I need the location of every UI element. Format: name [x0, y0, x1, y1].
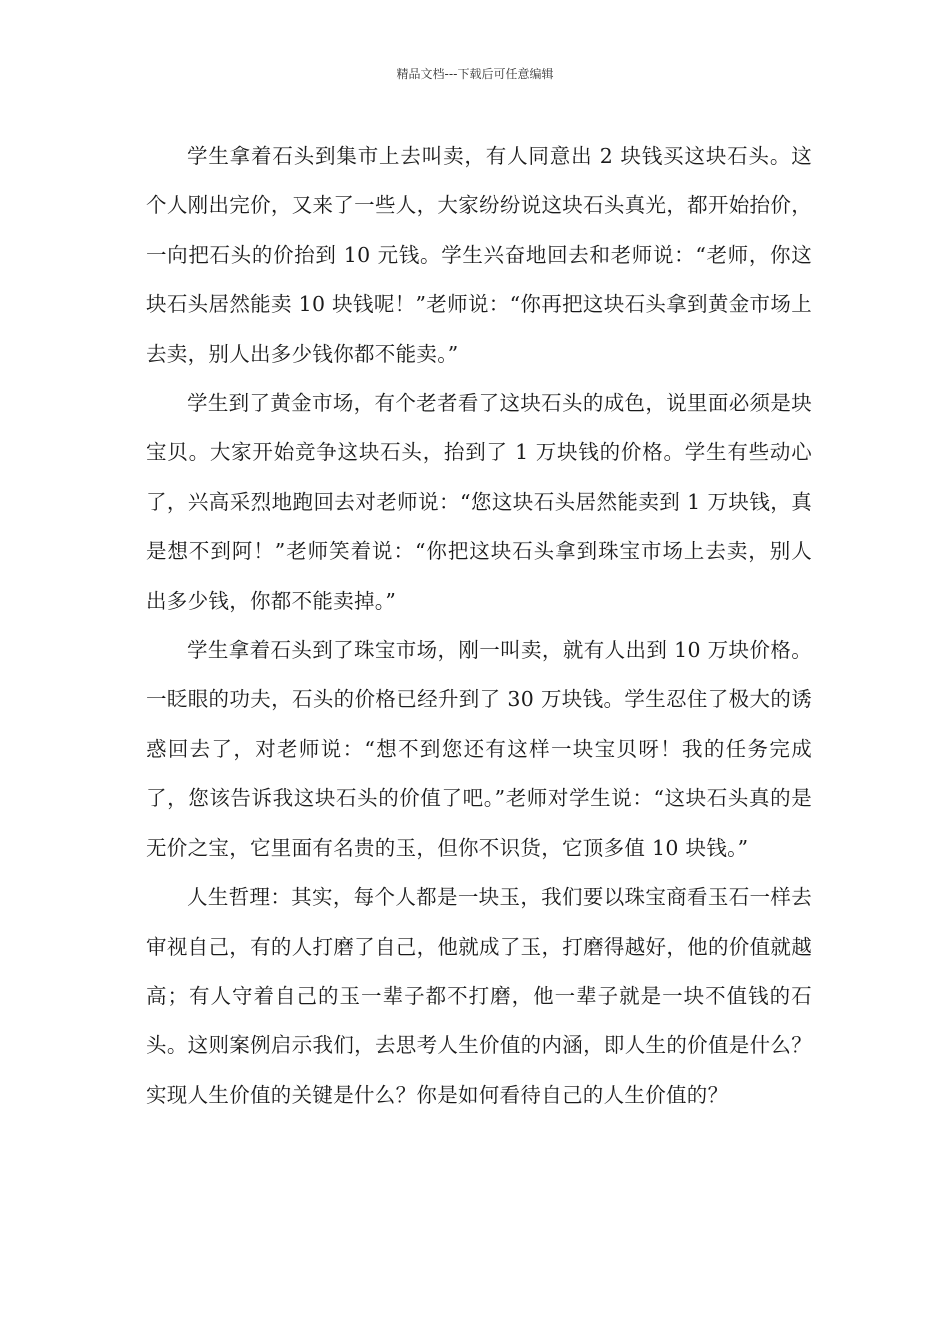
paragraph-3: 学生拿着石头到了珠宝市场，刚一叫卖，就有人出到 10 万块价格。一眨眼的功夫，石头的价格已经升到了 30 万块钱。学生忍住了极大的诱惑回去了，对老师说：“想不到您还有这样一块宝贝呀！我的任务完成了，您该告诉我这块石头的价值了吧。”老师对学生说：“这块石头真的是无价之宝，它里面有名贵的玉，但你不识货，它顶多值 10 块钱。”	[146, 638, 812, 860]
paragraph-4: 人生哲理：其实，每个人都是一块玉，我们要以珠宝商看玉石一样去审视自己，有的人打磨了自己，他就成了玉，打磨得越好，他的价值就越高；有人守着自己的玉一辈子都不打磨，他一辈子就是一块不值钱的石头。这则案例启示我们，去思考人生价值的内涵，即人生的价值是什么？实现人生价值的关键是什么？你是如何看待自己的人生价值的？	[146, 885, 812, 1107]
document-body	[146, 132, 812, 1120]
page-header: 精品文档---下载后可任意编辑	[396, 67, 554, 81]
paragraph-2: 学生到了黄金市场，有个老者看了这块石头的成色，说里面必须是块宝贝。大家开始竞争这块石头，抬到了 1 万块钱的价格。学生有些动心了，兴高采烈地跑回去对老师说：“您这块石头居然能卖到 1 万块钱，真是想不到阿！”老师笑着说：“你把这块石头拿到珠宝市场上去卖，别人出多少钱，你都不能卖掉。”	[146, 391, 812, 613]
paragraph-1: 学生拿着石头到集市上去叫卖，有人同意出 2 块钱买这块石头。这个人刚出完价，又来了一些人，大家纷纷说这块石头真光，都开始抬价，一向把石头的价抬到 10 元钱。学生兴奋地回去和老师说：“老师，你这块石头居然能卖 10 块钱呢！”老师说：“你再把这块石头拿到黄金市场上去卖，别人出多少钱你都不能卖。”	[146, 144, 812, 366]
